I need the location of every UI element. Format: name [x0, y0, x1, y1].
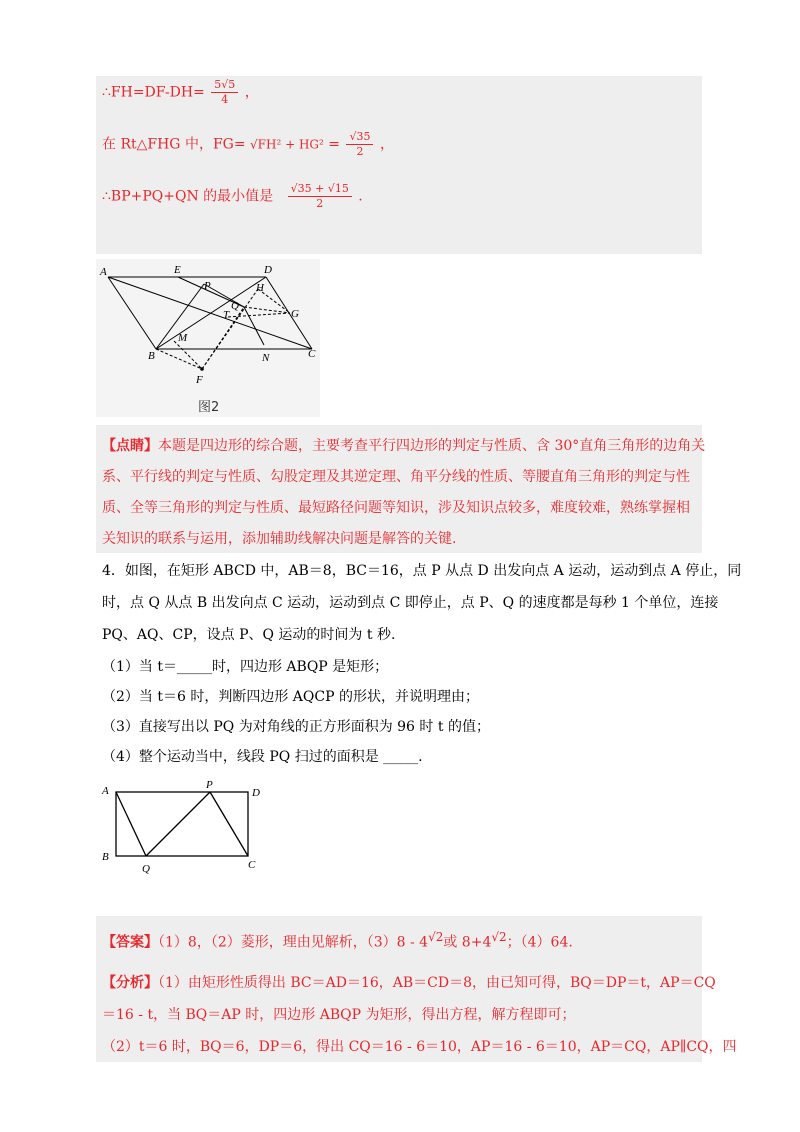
analysis-text-3: （2）t＝6 时，BQ＝6，DP＝6，得出 CQ＝16 - 6＝10，AP＝16 - 6＝10，AP＝CQ，AP∥CQ，四	[102, 1039, 737, 1055]
radical-expression: √FH² + HG²	[250, 137, 324, 152]
label-H: H	[256, 282, 264, 294]
analysis-text-1: （1）由矩形性质得出 BC＝AD＝16，AB＝CD＝8，由已知可得，BQ＝DP＝t，AP＝CQ	[158, 975, 716, 991]
comment-text-4: 关知识的联系与运用，添加辅助线解决问题是解答的关键.	[102, 531, 457, 547]
equals-sign: =	[328, 136, 341, 153]
analysis-text-2: ＝16 - t，当 BQ＝AP 时，四边形 ABQP 为矩形，得出方程，解方程即可；	[102, 1007, 576, 1023]
answer-root-2: √2	[491, 930, 507, 944]
fraction-numerator: √35	[346, 130, 373, 145]
label-P: P	[204, 280, 211, 292]
fraction-root35-over-2	[346, 130, 373, 159]
solution-line-3-prefix: ∴BP+PQ+QN 的最小值是	[102, 188, 274, 205]
label-D: D	[252, 787, 260, 799]
question-1-text: （1）当 t＝_____时，四边形 ABQP 是矩形；	[102, 659, 389, 675]
fraction-numerator: 5√5	[211, 78, 238, 93]
question-4-text: （4）整个运动当中，线段 PQ 扫过的面积是 _____.	[102, 749, 423, 765]
comment-tag: 【点睛】	[102, 438, 158, 454]
figure-2	[96, 259, 320, 417]
analysis-line-3	[102, 1036, 737, 1056]
label-M: M	[178, 332, 188, 344]
label-D: D	[264, 264, 272, 276]
comment-line-3	[102, 497, 690, 517]
solution-line-1-suffix: ，	[244, 84, 259, 101]
label-G: G	[291, 308, 299, 320]
comment-text-1: 本题是四边形的综合题，主要考查平行四边形的判定与性质、含 30°直角三角形的边角关	[158, 438, 706, 454]
problem-text-1: 4．如图，在矩形 ABCD 中，AB＝8，BC＝16，点 P 从点 D 出发向点 A 运动，运动到点 A 停止，同	[102, 563, 742, 579]
solution-line-1	[102, 78, 259, 107]
label-C: C	[248, 859, 256, 871]
analysis-tag: 【分析】	[102, 975, 158, 991]
fraction-5root5-over-4	[211, 78, 238, 107]
figure-rectangle-abcd	[96, 778, 276, 878]
label-A: A	[102, 785, 109, 797]
problem-text-3: PQ、AQ、CP，设点 P、Q 运动的时间为 t 秒.	[102, 627, 396, 643]
answer-text-c: ；（4）64.	[506, 934, 573, 951]
solution-line-1-prefix: ∴FH=DF-DH=	[102, 84, 205, 101]
fraction-denominator: 4	[221, 93, 229, 106]
label-N: N	[262, 352, 270, 364]
answer-text-b: 或 8+4	[443, 934, 492, 951]
comment-line-1	[102, 435, 705, 455]
label-B: B	[102, 851, 109, 863]
problem-text-2: 时，点 Q 从点 B 出发向点 C 运动，运动到点 C 即停止，点 P、Q 的速度都是每秒 1 个单位，连接	[102, 595, 719, 611]
figure-2-caption: 图2	[198, 400, 220, 415]
fraction-denominator: 2	[356, 145, 364, 158]
answer-root-1: √2	[428, 930, 444, 944]
question-3-text: （3）直接写出以 PQ 为对角线的正方形面积为 96 时 t 的值；	[102, 719, 490, 735]
solution-line-2	[102, 130, 394, 159]
label-B: B	[148, 350, 155, 362]
fraction-min-value	[288, 182, 352, 211]
problem-line-3	[102, 624, 395, 644]
fraction-denominator: 2	[316, 197, 324, 210]
label-Q: Q	[142, 863, 150, 875]
comment-line-2	[102, 466, 690, 486]
solution-line-3-suffix: .	[358, 188, 363, 205]
analysis-line-2	[102, 1004, 575, 1024]
label-F: F	[196, 374, 203, 386]
label-C: C	[308, 348, 316, 360]
label-P: P	[206, 779, 213, 791]
question-4	[102, 746, 423, 766]
solution-line-2-suffix: ，	[379, 136, 394, 153]
problem-line-1	[102, 560, 741, 580]
label-T: T	[223, 309, 230, 321]
question-1	[102, 656, 388, 676]
answer-text-a: （1）8，（2）菱形，理由见解析，（3）8 - 4	[158, 934, 429, 951]
figure-2-diagram	[96, 259, 320, 417]
rectangle-diagram	[96, 778, 276, 878]
answer-line	[102, 930, 573, 952]
analysis-line-1	[102, 972, 716, 992]
question-2-text: （2）当 t＝6 时，判断四边形 AQCP 的形状，并说明理由；	[102, 689, 479, 705]
question-2	[102, 686, 479, 706]
label-E: E	[174, 264, 181, 276]
comment-line-4	[102, 528, 456, 548]
fraction-numerator: √35 + √15	[288, 182, 352, 197]
label-Q: Q	[231, 300, 239, 312]
comment-text-3: 质、全等三角形的判定与性质、最短路径问题等知识，涉及知识点较多，难度较难，熟练掌握相	[102, 500, 690, 516]
answer-tag: 【答案】	[102, 934, 158, 951]
solution-line-3	[102, 182, 363, 211]
problem-line-2	[102, 592, 718, 612]
label-A: A	[100, 266, 107, 278]
solution-line-2-prefix: 在 Rt△FHG 中，FG=	[102, 136, 246, 153]
comment-text-2: 系、平行线的判定与性质、勾股定理及其逆定理、角平分线的性质、等腰直角三角形的判定与性	[102, 469, 690, 485]
question-3	[102, 716, 490, 736]
